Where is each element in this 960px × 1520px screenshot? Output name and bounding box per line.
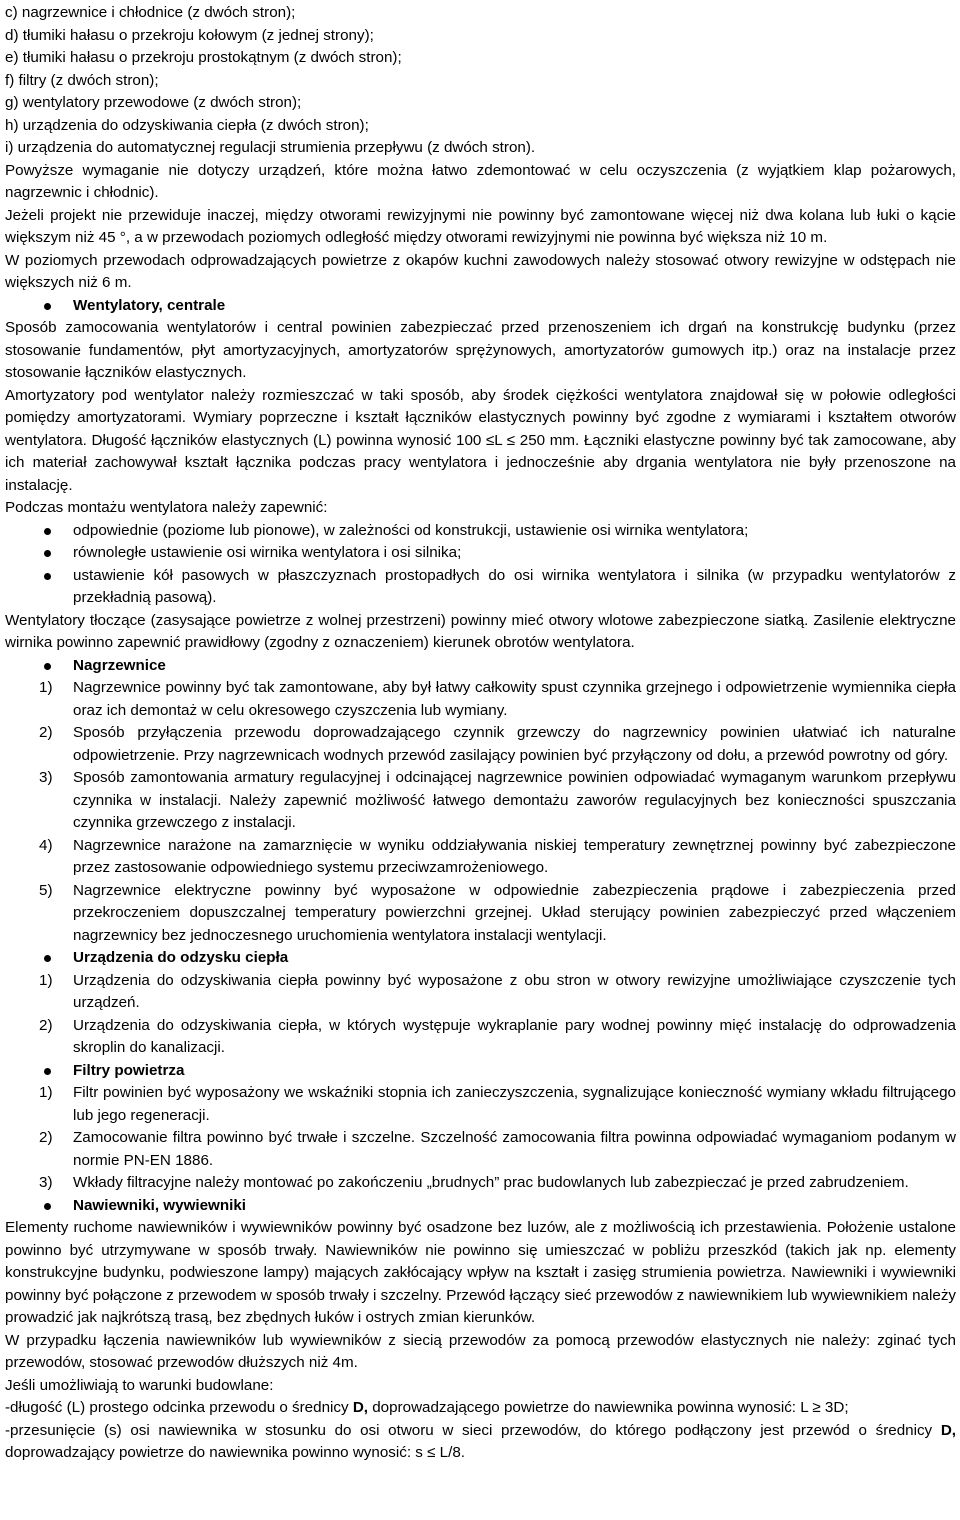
item-text: Nagrzewnice powinny być tak zamontowane, aby był łatwy całkowity spust czynnika grzejnego i odpowietrzenie wymiennika ciepła oraz ich demontaż w celu okresowego czyszczenia lub wymiany. [73,679,956,719]
paragraph-diffusers-mounting: Elementy ruchome nawiewników i wywiewników powinny być osadzone bez luzów, ale z możliwością ich przestawienia. Położenie ustalone powinno być utrzymywane w sposób trwały. Nawiewników nie powinno się umieszczać w pobliżu przeszkód (takich jak np. elementy konstrukcyjne budynku, podwieszone lampy) mających zakłócający wpływ na kształt i zasięg strumienia powietrza. Nawiewniki i wywiewniki powinny być połączone z przewodem w sposób trwały i szczelny. Przewód łączący sieć przewodów z nawiewnikiem lub wywiewnikiem należy prowadzić jak najkrótszą trasą, bez zbędnych łuków i ostrych zmian kierunków. [5,1219,957,1326]
section-heading-heaters [5,655,956,678]
condition-text: -długość (L) prostego odcinka przewodu o średnicy [5,1399,353,1416]
paragraph-fans-mounting: Sposób zamocowania wentylatorów i central powinien zabezpieczać przed przenoszeniem ich drgań na konstrukcję budynku (przez stosowanie fundamentów, płyt amortyzacyjnych, amortyzatorów sprężynowych, amortyzatorów gumowych itp.) oraz na instalacje przez stosowanie łączników elastycznych. [5,319,956,381]
section-heading-heat-recovery [5,947,956,970]
paragraph-fans-dampers: Amortyzatory pod wentylator należy rozmieszczać w taki sposób, aby środek ciężkości wentylatora znajdował się w połowie odległości pomiędzy amortyzatorami. Wymiary poprzeczne i kształt łączników elastycznych powinny być zgodne z wymiarami i kształtem otworów wentylatora. Długość łączników elastycznych (L) powinna wynosić 100 ≤L ≤ 250 mm. Łączniki elastyczne powinny być tak zamocowane, aby ich materiał zachowywał kształt łącznika podczas pracy wentylatora i jednocześnie aby drgania wentylatora nie były przenoszone na instalację. [5,386,956,494]
paragraph-fans-inlets: Wentylatory tłoczące (zasysające powietrze z wolnej przestrzeni) powinny mieć otwory wlotowe zabezpieczone siatką. Zasilenie elektryczne wirnika powinno zapewnić prawidłowy (zgodny z oznaczeniem) kierunek obrotów wentylatora. [5,611,956,651]
item-number: 2) [39,1016,53,1034]
numbered-item [5,1127,956,1172]
condition-text: -przesunięcie (s) osi nawiewnika w stosunku do osi otworu w sieci przewodów, do którego podłączony jest przewód o średnicy [5,1421,941,1439]
paragraph-diffusers-conditions: Jeśli umożliwiają to warunki budowlane: [5,1376,274,1394]
item-number: 4) [39,836,53,854]
paragraph-diffusers-flexible: W przypadku łączenia nawiewników lub wywiewników z siecią przewodów za pomocą przewodów elastycznych nie należy: zginać tych przewodów, stosować przewodów dłuższych niż 4m. [5,1331,956,1371]
item-number: 3) [39,1174,53,1191]
item-text: Nagrzewnice elektryczne powinny być wyposażone w odpowiednie zabezpieczenia prądowe i zabezpieczenia przed przekroczeniem dopuszczalnej temperatury powierzchni grzejnej. Układ sterujący powinien zabezpieczyć przed włączeniem nagrzewnicy bez jednoczesnego uruchomienia wentylatora instalacji wentylacji. [73,881,956,944]
item-text: Sposób przyłączenia przewodu doprowadzającego czynnik grzewczy do nagrzewnicy powinien ułatwiać ich naturalne odpowietrzenie. Przy nagrzewnicach wodnych przewód zasilający powinien być przyłączony od dołu, a przewód powrotny od góry. [73,724,956,764]
paragraph-exception: Powyższe wymaganie nie dotyczy urządzeń, które można łatwo zdemontować w celu oczyszczenia (z wyjątkiem klap pożarowych, nagrzewnic i chłodnic). [5,161,956,201]
condition-length [5,1397,956,1420]
paragraph-kitchen-hoods: W poziomych przewodach odprowadzających powietrze z okapów kuchni zawodowych należy stosować otwory rewizyjne w odstępach nie większych niż 6 m. [5,251,956,291]
paragraph-inspection-openings: Jeżeli projekt nie przewiduje inaczej, między otworami rewizyjnymi nie powinny być zamontowane więcej niż dwa kolana lub łuki o kącie większym niż 45 °, a w przewodach poziomych odległość między otworami rewizyjnymi nie powinna być większa niż 10 m. [5,206,956,246]
numbered-item [5,835,956,880]
numbered-item [5,1172,956,1195]
item-number: 2) [39,1129,53,1146]
list-item-e: e) tłumiki hałasu o przekroju prostokątnym (z dwóch stron); [5,49,402,66]
numbered-item [5,767,956,835]
item-number: 1) [39,1084,53,1101]
item-text: Filtr powinien być wyposażony we wskaźniki stopnia ich zanieczyszczenia, sygnalizujące konieczność wymiany wkładu filtrującego lub jego regeneracji. [73,1084,956,1124]
numbered-item [5,1082,956,1127]
item-text: Urządzenia do odzyskiwania ciepła powinny być wyposażone z obu stron w otwory rewizyjne umożliwiające czyszczenie tych urządzeń. [73,971,956,1011]
condition-text: doprowadzającego powietrze do nawiewnika powinna wynosić: L ≥ 3D; [368,1399,849,1416]
item-text: Wkłady filtracyjne należy montować po zakończeniu „brudnych” prac budowlanych lub zabezpieczać je przed zabrudzeniem. [73,1174,909,1191]
list-item-d: d) tłumiki hałasu o przekroju kołowym (z jednej strony); [5,26,374,44]
numbered-item [5,880,956,948]
item-text: Zamocowanie filtra powinno być trwałe i szczelne. Szczelność zamocowania filtra powinna odpowiadać wymaganiom podanym w normie PN-EN 1886. [73,1129,956,1169]
item-text: Nagrzewnice narażone na zamarznięcie w wyniku oddziaływania niskiej temperatury zewnętrznej powinny być zabezpieczone przez zastosowanie odpowiedniego systemu przeciwzamrożeniowego. [73,836,956,876]
bullet-item: równoległe ustawienie osi wirnika wentylatora i osi silnika; [5,542,956,565]
heading-text: Nagrzewnice [73,656,166,674]
condition-offset [5,1420,956,1465]
section-heading-air-filters [5,1060,956,1083]
item-text: Sposób zamontowania armatury regulacyjnej i odcinającej nagrzewnice powinien odpowiadać wymaganym warunkom przepływu czynnika w instalacji. Należy zapewnić możliwość łatwego demontażu zaworów regulacyjnych bez konieczności spuszczania czynnika grzewczego z instalacji. [73,769,956,831]
list-item-h: h) urządzenia do odzyskiwania ciepła (z dwóch stron); [5,116,369,134]
item-number: 3) [39,769,53,786]
section-heading-diffusers [5,1195,956,1218]
section-heading-fans [5,295,956,318]
diameter-symbol: D, [940,1421,956,1439]
item-number: 1) [39,679,53,696]
numbered-item [5,970,956,1015]
bullet-item: ustawienie kół pasowych w płaszczyznach prostopadłych do osi wirnika wentylatora i silnika (w przypadku wentylatorów z przekładnią pasową). [5,565,956,610]
diameter-symbol: D, [352,1399,368,1416]
list-item-f: f) filtry (z dwóch stron); [5,71,159,89]
paragraph-fans-install-intro: Podczas montażu wentylatora należy zapewnić: [5,499,328,516]
heading-text: Filtry powietrza [73,1061,185,1079]
numbered-item [5,677,956,722]
list-item-i: i) urządzenia do automatycznej regulacji strumienia przepływu (z dwóch stron). [5,139,536,156]
heading-text: Nawiewniki, wywiewniki [73,1196,247,1214]
item-number: 5) [39,881,53,899]
numbered-item [5,1015,956,1060]
item-text: Urządzenia do odzyskiwania ciepła, w których występuje wykraplanie pary wodnej powinny mięć instalację do odprowadzenia skroplin do kanalizacji. [73,1016,956,1056]
heading-text: Urządzenia do odzysku ciepła [73,949,289,966]
list-item-g: g) wentylatory przewodowe (z dwóch stron); [5,94,302,111]
numbered-item [5,722,956,767]
list-item-c: c) nagrzewnice i chłodnice (z dwóch stron); [5,4,296,21]
item-number: 2) [39,724,53,741]
item-number: 1) [39,971,53,989]
heading-text: Wentylatory, centrale [73,296,226,314]
condition-text: doprowadzający powietrze do nawiewnika powinno wynosić: s ≤ L/8. [5,1444,465,1461]
bullet-item: odpowiednie (poziome lub pionowe), w zależności od konstrukcji, ustawienie osi wirnika wentylatora; [5,520,956,543]
